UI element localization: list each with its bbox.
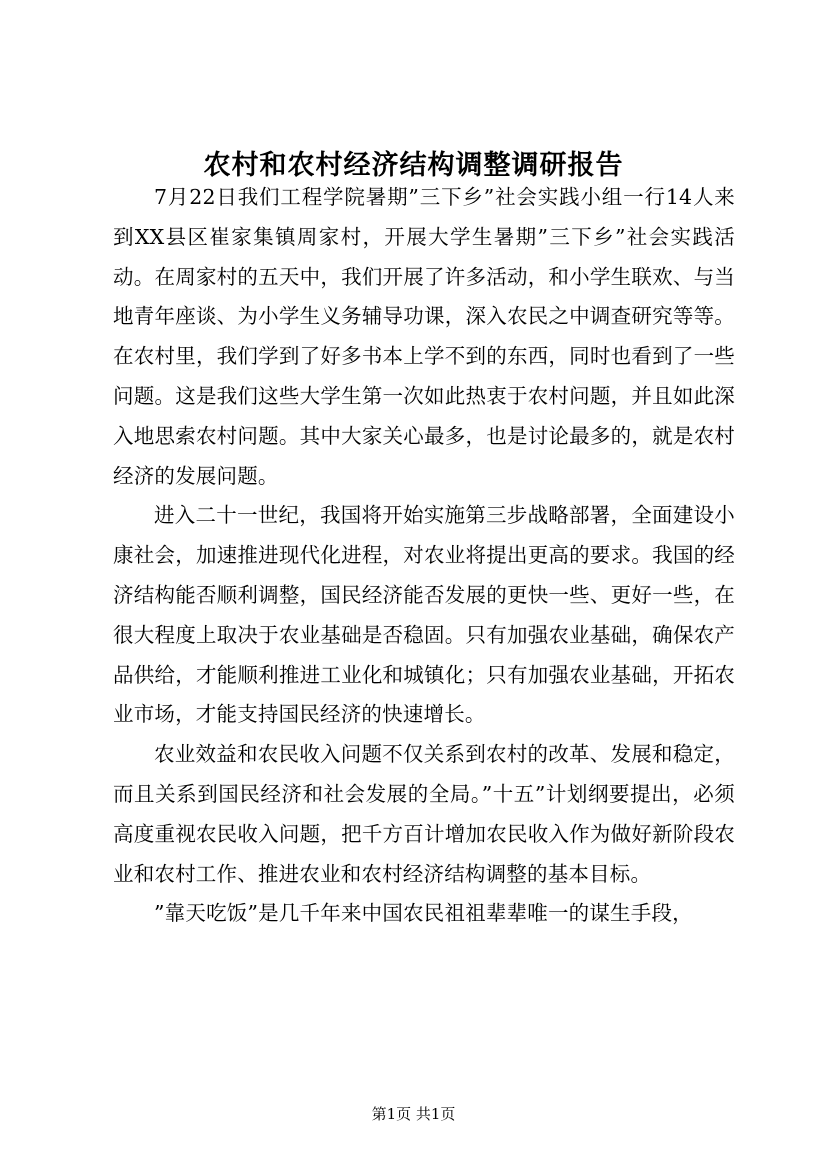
- page-footer: [0, 1104, 827, 1124]
- page-number-label: 第1页 共1页: [371, 1105, 456, 1123]
- paragraph-2: 进入二十一世纪，我国将开始实施第三步战略部署，全面建设小康社会，加速推进现代化进程，对农业将提出更高的要求。我国的经济结构能否顺利调整，国民经济能否发展的更快一些、更好一些，在很大程度上取决于农业基础是否稳固。只有加强农业基础，确保农产品供给，才能顺利推进工业化和城镇化；只有加强农业基础，开拓农业市场，才能支持国民经济的快速增长。: [113, 503, 735, 727]
- document-title: 农村和农村经济结构调整调研报告: [203, 150, 624, 181]
- document-body: [113, 178, 735, 934]
- paragraph-3: 农业效益和农民收入问题不仅关系到农村的改革、发展和稳定，而且关系到国民经济和社会发展的全局。”十五”计划纲要提出，必须高度重视农民收入问题，把千方百计增加农民收入作为做好新阶段农业和农村工作、推进农业和农村经济结构调整的基本目标。: [113, 742, 735, 886]
- paragraph-4: ”靠天吃饭”是几千年来中国农民祖祖辈辈唯一的谋生手段，: [154, 901, 693, 926]
- paragraph-1: 7月22日我们工程学院暑期”三下乡”社会实践小组一行14人来到XX县区崔家集镇周家村，开展大学生暑期”三下乡”社会实践活动。在周家村的五天中，我们开展了许多活动，和小学生联欢、与当地青年座谈、为小学生义务辅导功课，深入农民之中调查研究等等。在农村里，我们学到了好多书本上学不到的东西，同时也看到了一些问题。这是我们这些大学生第一次如此热衷于农村问题，并且如此深入地思索农村问题。其中大家关心最多，也是讨论最多的，就是农村经济的发展问题。: [113, 185, 735, 488]
